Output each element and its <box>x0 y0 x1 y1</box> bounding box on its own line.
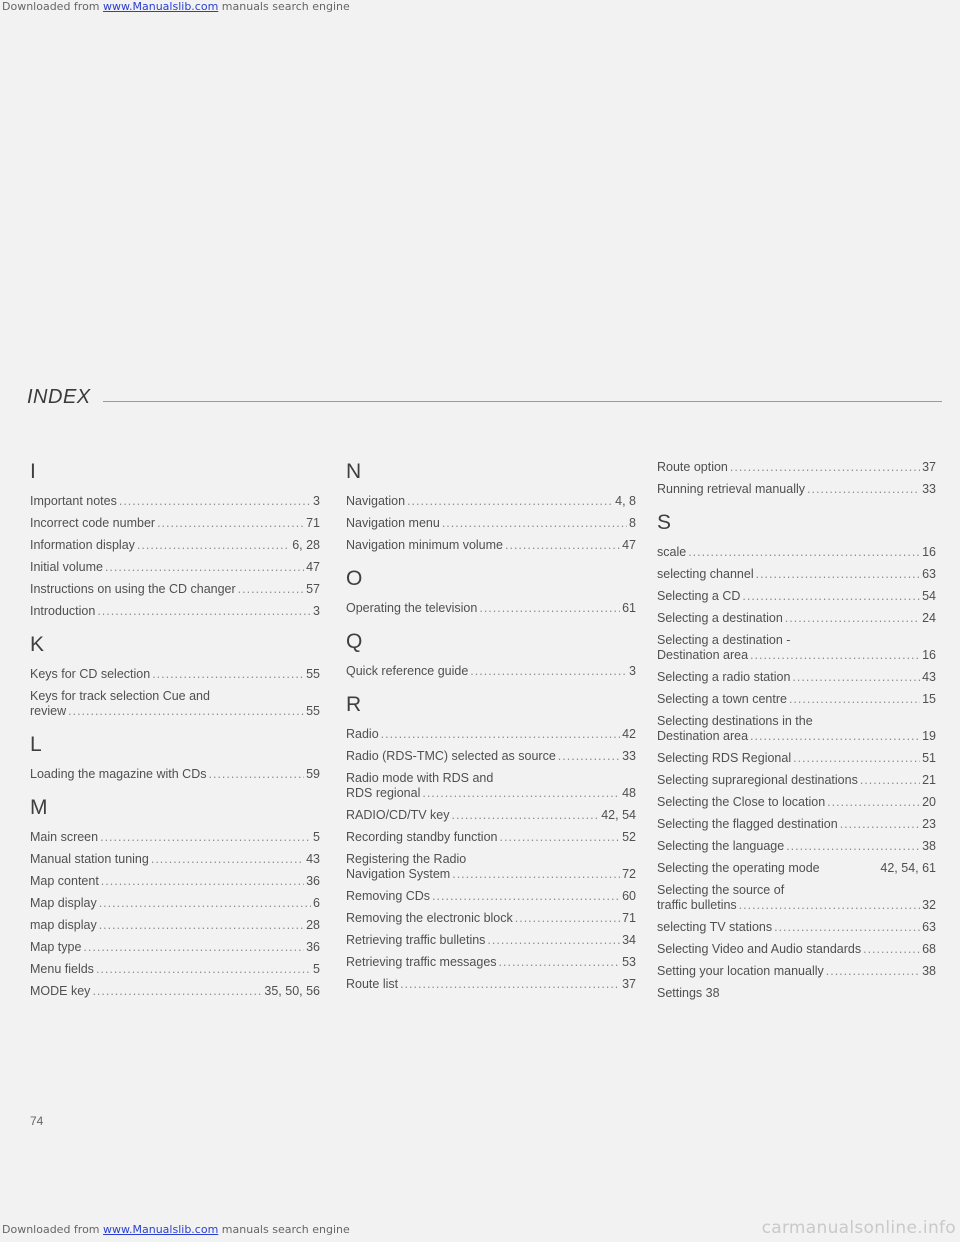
entry-page-ref: 3 <box>313 604 320 618</box>
entry-page-ref: 51 <box>922 751 936 765</box>
index-entry <box>30 874 320 889</box>
entry-page-ref: 5 <box>313 962 320 976</box>
entry-page-ref: 63 <box>922 567 936 581</box>
dot-leader <box>105 560 304 575</box>
entry-label: Selecting a CD <box>657 589 741 603</box>
entry-label: Selecting a town centre <box>657 692 787 706</box>
entry-page-ref: 54 <box>922 589 936 603</box>
entry-page-ref: 53 <box>622 955 636 969</box>
index-entry <box>30 538 320 553</box>
entry-label: RADIO/CD/TV key <box>346 808 450 822</box>
index-entry <box>30 852 320 867</box>
entry-label-line1: Registering the Radio <box>346 852 467 866</box>
entry-label: Navigation System <box>346 867 451 881</box>
index-entry <box>346 516 636 531</box>
index-entry <box>657 611 936 626</box>
index-column-1 <box>30 460 320 1006</box>
index-entry <box>346 830 636 845</box>
entry-label: Selecting the operating mode <box>657 861 820 875</box>
entry-label: Initial volume <box>30 560 103 574</box>
section-letter: R <box>346 693 362 716</box>
entry-page-ref: 4, 8 <box>615 494 636 508</box>
dot-leader <box>152 667 304 682</box>
entry-label: Navigation <box>346 494 406 508</box>
entry-label: Incorrect code number <box>30 516 156 530</box>
dot-leader <box>487 933 620 948</box>
dot-leader <box>99 918 304 933</box>
section-letter: I <box>30 460 36 483</box>
index-entry <box>657 964 936 979</box>
entry-label: RDS regional <box>346 786 421 800</box>
section-letter: M <box>30 796 48 819</box>
entry-page-ref: 61 <box>622 601 636 615</box>
entry-page-ref: 34 <box>622 933 636 947</box>
index-entry <box>657 920 936 935</box>
dot-leader <box>92 984 262 999</box>
index-entry <box>346 933 636 948</box>
entry-page-ref: 32 <box>922 898 936 912</box>
index-header <box>27 386 942 416</box>
entry-page-ref: 28 <box>306 918 320 932</box>
entry-page-ref: 59 <box>306 767 320 781</box>
footer-suffix: manuals search engine <box>218 1223 350 1236</box>
entry-page-ref: 36 <box>306 940 320 954</box>
section-letter: Q <box>346 630 363 653</box>
entry-page-ref: 23 <box>922 817 936 831</box>
dot-leader <box>157 516 304 531</box>
entry-label: Radio <box>346 727 379 741</box>
section-letter: S <box>657 511 672 534</box>
dot-leader <box>789 692 920 707</box>
entry-label: Removing the electronic block <box>346 911 513 925</box>
entry-label: Navigation menu <box>346 516 440 530</box>
dot-leader <box>499 830 620 845</box>
index-entry <box>30 896 320 911</box>
section-letter: O <box>346 567 363 590</box>
index-entry <box>30 830 320 845</box>
index-entry <box>346 889 636 904</box>
dot-leader <box>100 830 311 845</box>
index-entry <box>657 795 936 810</box>
entry-page-ref: 42, 54, 61 <box>880 861 936 875</box>
index-entry <box>657 861 936 876</box>
index-entry <box>346 911 636 926</box>
entry-label: Settings 38 <box>657 986 720 1000</box>
index-entry <box>30 962 320 977</box>
entry-label: Destination area <box>657 729 749 743</box>
index-entry <box>346 955 636 970</box>
index-entry <box>657 633 936 663</box>
entry-page-ref: 47 <box>622 538 636 552</box>
index-entry <box>30 940 320 955</box>
entry-label: Removing CDs <box>346 889 431 903</box>
index-entry <box>657 589 936 604</box>
entry-label: Selecting RDS Regional <box>657 751 792 765</box>
entry-label: review <box>30 704 67 718</box>
entry-label: Navigation minimum volume <box>346 538 504 552</box>
index-entry <box>346 601 636 616</box>
index-entry <box>30 560 320 575</box>
footer <box>0 1218 960 1240</box>
entry-label: Introduction <box>30 604 96 618</box>
index-entry <box>346 771 636 801</box>
dot-leader <box>807 482 920 497</box>
entry-page-ref: 55 <box>306 704 320 718</box>
index-entry <box>657 986 936 1001</box>
dot-leader <box>499 955 621 970</box>
entry-page-ref: 71 <box>306 516 320 530</box>
footer-download-text <box>2 1220 350 1240</box>
entry-label: map display <box>30 918 97 932</box>
dot-leader <box>840 817 920 832</box>
entry-page-ref: 35, 50, 56 <box>264 984 320 998</box>
index-entry <box>657 567 936 582</box>
index-entry <box>30 767 320 782</box>
dot-leader <box>860 773 920 788</box>
entry-label: Selecting supraregional destinations <box>657 773 858 787</box>
entry-label: traffic bulletins <box>657 898 737 912</box>
header-rule <box>103 401 942 402</box>
index-entry <box>346 538 636 553</box>
dot-leader <box>826 964 920 979</box>
index-entry <box>346 749 636 764</box>
index-entry <box>346 852 636 882</box>
entry-label: Selecting a radio station <box>657 670 791 684</box>
entry-label: Running retrieval manually <box>657 482 805 496</box>
dot-leader <box>750 729 920 744</box>
entry-page-ref: 57 <box>306 582 320 596</box>
index-entry <box>30 689 320 719</box>
dot-leader <box>756 567 920 582</box>
entry-label: Information display <box>30 538 135 552</box>
entry-label: selecting TV stations <box>657 920 773 934</box>
dot-leader <box>505 538 620 553</box>
entry-label: Map type <box>30 940 82 954</box>
entry-page-ref: 43 <box>922 670 936 684</box>
manualslib-link[interactable]: www.Manualslib.com <box>103 0 219 13</box>
entry-label: Retrieving traffic messages <box>346 955 497 969</box>
entry-page-ref: 63 <box>922 920 936 934</box>
dot-leader <box>407 494 613 509</box>
entry-page-ref: 42 <box>622 727 636 741</box>
dot-leader <box>515 911 620 926</box>
entry-page-ref: 55 <box>306 667 320 681</box>
entry-page-ref: 43 <box>306 852 320 866</box>
entry-page-ref: 16 <box>922 545 936 559</box>
entry-label-line1: Keys for track selection Cue and <box>30 689 210 703</box>
entry-page-ref: 8 <box>629 516 636 530</box>
entry-label: Loading the magazine with CDs <box>30 767 207 781</box>
dot-leader <box>742 589 920 604</box>
entry-label: Selecting a destination <box>657 611 783 625</box>
index-entry <box>346 664 636 679</box>
download-banner <box>0 0 960 16</box>
banner-prefix: Downloaded from <box>2 0 104 13</box>
dot-leader <box>99 896 311 911</box>
dot-leader <box>422 786 620 801</box>
entry-page-ref: 72 <box>622 867 636 881</box>
section-letter: N <box>346 460 362 483</box>
entry-page-ref: 33 <box>922 482 936 496</box>
entry-label: Recording standby function <box>346 830 498 844</box>
entry-page-ref: 47 <box>306 560 320 574</box>
entry-label: Radio (RDS-TMC) selected as source <box>346 749 556 763</box>
dot-leader <box>96 962 311 977</box>
entry-label: Keys for CD selection <box>30 667 151 681</box>
index-column-3 <box>657 460 936 1008</box>
index-entry <box>30 494 320 509</box>
dot-leader <box>792 670 920 685</box>
entry-label-line1: Radio mode with RDS and <box>346 771 494 785</box>
entry-page-ref: 60 <box>622 889 636 903</box>
entry-label-line1: Selecting the source of <box>657 883 785 897</box>
entry-page-ref: 6, 28 <box>292 538 320 552</box>
entry-page-ref: 37 <box>922 460 936 474</box>
index-entry <box>30 604 320 619</box>
entry-label: Manual station tuning <box>30 852 149 866</box>
entry-page-ref: 16 <box>922 648 936 662</box>
index-entry <box>30 667 320 682</box>
index-entry <box>346 977 636 992</box>
entry-label: Menu fields <box>30 962 94 976</box>
entry-page-ref: 52 <box>622 830 636 844</box>
entry-label: Setting your location manually <box>657 964 824 978</box>
entry-page-ref: 38 <box>922 839 936 853</box>
entry-page-ref: 37 <box>622 977 636 991</box>
entry-page-ref: 6 <box>313 896 320 910</box>
dot-leader <box>479 601 620 616</box>
entry-page-ref: 20 <box>922 795 936 809</box>
entry-label-line1: Selecting destinations in the <box>657 714 813 728</box>
dot-leader <box>209 767 305 782</box>
dot-leader <box>119 494 311 509</box>
index-entry <box>657 670 936 685</box>
entry-label: Selecting the language <box>657 839 785 853</box>
entry-page-ref: 15 <box>922 692 936 706</box>
entry-label: MODE key <box>30 984 91 998</box>
entry-page-ref: 21 <box>922 773 936 787</box>
entry-page-ref: 19 <box>922 729 936 743</box>
dot-leader <box>400 977 620 992</box>
index-entry <box>657 942 936 957</box>
entry-page-ref: 3 <box>629 664 636 678</box>
index-entry <box>657 773 936 788</box>
dot-leader <box>101 874 304 889</box>
dot-leader <box>793 751 920 766</box>
index-column-2 <box>346 460 636 999</box>
entry-page-ref: 71 <box>622 911 636 925</box>
entry-label: Instructions on using the CD changer <box>30 582 236 596</box>
index-entry <box>657 714 936 744</box>
footer-manualslib-link[interactable]: www.Manualslib.com <box>103 1223 219 1236</box>
index-entry <box>30 582 320 597</box>
index-entry <box>657 482 936 497</box>
index-entry <box>657 817 936 832</box>
entry-page-ref: 48 <box>622 786 636 800</box>
dot-leader <box>470 664 627 679</box>
dot-leader <box>827 795 920 810</box>
entry-page-ref: 36 <box>306 874 320 888</box>
entry-label: Important notes <box>30 494 117 508</box>
entry-label: Destination area <box>657 648 749 662</box>
entry-page-ref: 42, 54 <box>601 808 636 822</box>
dot-leader <box>863 942 920 957</box>
index-entry <box>346 808 636 823</box>
dot-leader <box>785 611 920 626</box>
dot-leader <box>97 604 311 619</box>
dot-leader <box>68 704 304 719</box>
entry-label: Route option <box>657 460 728 474</box>
dot-leader <box>774 920 920 935</box>
index-entry <box>657 839 936 854</box>
dot-leader <box>730 460 920 475</box>
dot-leader <box>83 940 304 955</box>
entry-label: Selecting Video and Audio standards <box>657 942 862 956</box>
entry-page-ref: 24 <box>922 611 936 625</box>
dot-leader <box>381 727 620 742</box>
entry-label: Retrieving traffic bulletins <box>346 933 486 947</box>
section-letter: L <box>30 733 42 756</box>
entry-label: scale <box>657 545 687 559</box>
dot-leader <box>739 898 920 913</box>
index-entry <box>30 516 320 531</box>
entry-label: Selecting the Close to location <box>657 795 826 809</box>
footer-prefix: Downloaded from <box>2 1223 104 1236</box>
entry-label: Map content <box>30 874 99 888</box>
entry-label: Quick reference guide <box>346 664 469 678</box>
section-letter: K <box>30 633 45 656</box>
dot-leader <box>558 749 620 764</box>
dot-leader <box>137 538 290 553</box>
dot-leader <box>151 852 304 867</box>
entry-label: Route list <box>346 977 399 991</box>
dot-leader <box>432 889 620 904</box>
dot-leader <box>452 867 620 882</box>
entry-label: selecting channel <box>657 567 754 581</box>
entry-label: Selecting the flagged destination <box>657 817 838 831</box>
entry-page-ref: 3 <box>313 494 320 508</box>
entry-page-ref: 68 <box>922 942 936 956</box>
index-entry <box>657 883 936 913</box>
dot-leader <box>786 839 920 854</box>
page-title: INDEX <box>27 386 91 408</box>
dot-leader <box>750 648 920 663</box>
index-entry <box>346 494 636 509</box>
index-entry <box>657 692 936 707</box>
index-entry <box>657 460 936 475</box>
entry-page-ref: 5 <box>313 830 320 844</box>
index-entry <box>657 545 936 560</box>
dot-leader <box>452 808 600 823</box>
index-entry <box>30 918 320 933</box>
entry-label: Map display <box>30 896 97 910</box>
banner-suffix: manuals search engine <box>218 0 350 13</box>
watermark: carmanualsonline.info <box>761 1218 956 1238</box>
dot-leader <box>442 516 627 531</box>
index-entry <box>346 727 636 742</box>
page-number: 74 <box>30 1114 44 1128</box>
entry-label: Operating the television <box>346 601 478 615</box>
entry-label: Main screen <box>30 830 99 844</box>
entry-page-ref: 38 <box>922 964 936 978</box>
dot-leader <box>688 545 920 560</box>
entry-label-line1: Selecting a destination - <box>657 633 791 647</box>
entry-page-ref: 33 <box>622 749 636 763</box>
index-entry <box>657 751 936 766</box>
index-entry <box>30 984 320 999</box>
dot-leader <box>238 582 304 597</box>
